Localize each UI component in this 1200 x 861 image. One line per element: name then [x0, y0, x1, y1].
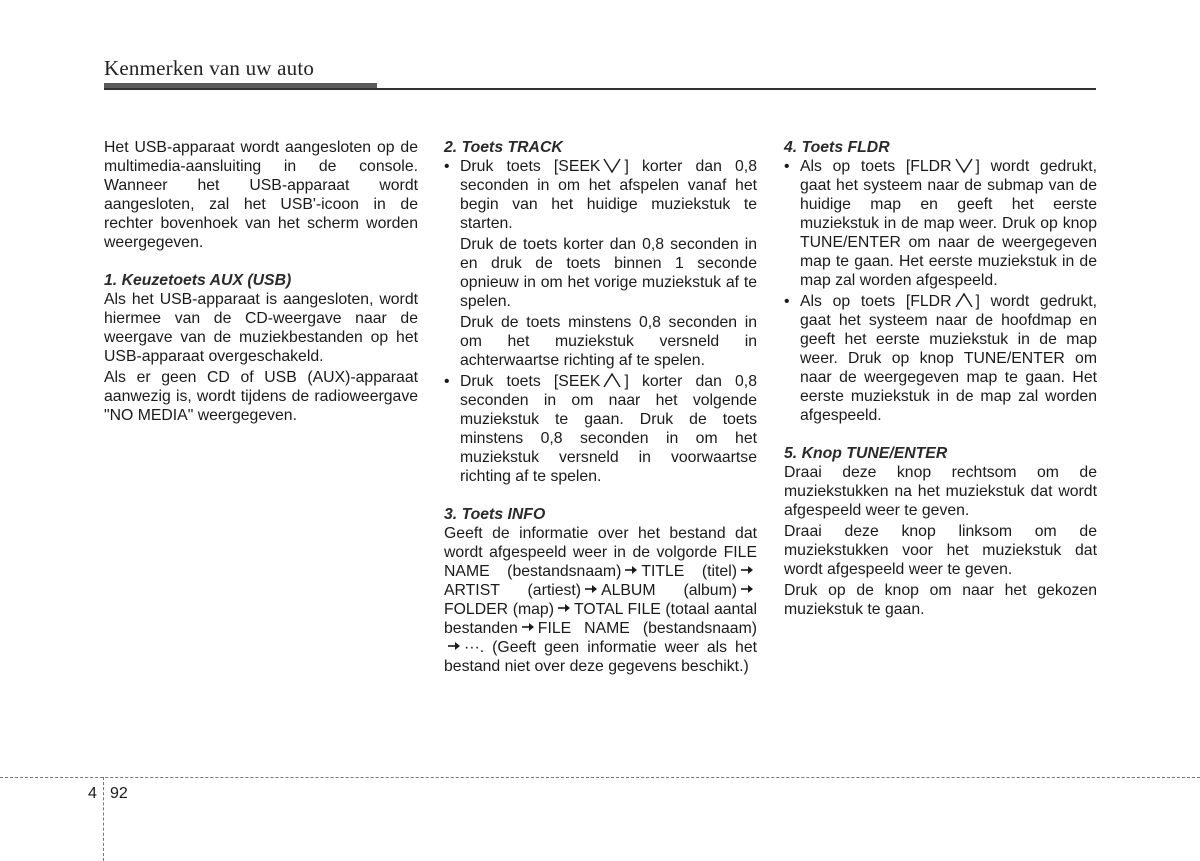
- info-text-2: TITLE (titel): [641, 563, 737, 580]
- fldr-b2-post: ] wordt gedrukt, gaat het systeem naar de hoofdmap en geeft het eerste muziekstuk in de map weer. Druk op knop TUNE/ENTER om naar de weergegeven map te gaan. Het eerste muziekstuk in de map zal worden afgespeeld.: [800, 293, 1097, 424]
- info-text-6: TOTAL FILE (totaal aantal bestanden: [444, 601, 757, 637]
- arrow-right-icon: [521, 622, 535, 632]
- column-2: [444, 138, 757, 676]
- usb-intro-paragraph: Het USB-apparaat wordt aangesloten op de multimedia-aansluiting in de console. Wanneer het USB-apparaat wordt aangesloten, zal het USB'-icoon in de rechter bovenhoek van het scherm worden weergegeven.: [104, 139, 418, 251]
- track-b1-pre: Druk toets [SEEK: [460, 158, 601, 175]
- header-rule: [104, 88, 1096, 90]
- footer-dashed-rule: [0, 777, 1200, 778]
- info-text-8: ···. (Geeft geen informatie weer als het bestand niet over deze gegevens beschikt.): [444, 639, 757, 675]
- column-3: [784, 138, 1097, 619]
- section-2-heading: 2. Toets TRACK: [444, 139, 563, 156]
- section-1-heading: 1. Keuzetoets AUX (USB): [104, 272, 292, 289]
- section-1-paragraph-1: Als het USB-apparaat is aangesloten, wordt hiermee van de CD-weergave naar de weergave van de muziekbestanden op het USB-apparaat overgeschakeld.: [104, 291, 418, 365]
- track-b1-post: ] korter dan 0,8 seconden in om het afspelen vanaf het begin van het huidige muziekstuk te starten.: [460, 158, 757, 232]
- chapter-number: 4: [88, 785, 97, 802]
- track-b1-paragraph-3: Druk de toets minstens 0,8 seconden in om het muziekstuk versneld in achterwaartse richting af te spelen.: [460, 314, 757, 369]
- arrow-right-icon: [447, 641, 461, 651]
- info-text-1: Geeft de informatie over het bestand dat wordt afgespeeld weer in de volgorde FILE NAME (bestandsnaam): [444, 525, 757, 580]
- section-5-heading: 5. Knop TUNE/ENTER: [784, 445, 948, 462]
- track-b1-paragraph-2: Druk de toets korter dan 0,8 seconden in en druk de toets binnen 1 seconde opnieuw in om het vorige muziekstuk af te spelen.: [460, 236, 757, 310]
- arrow-right-icon: [557, 603, 571, 613]
- page-header-title: Kenmerken van uw auto: [104, 56, 315, 80]
- info-text-3: ARTIST (artiest): [444, 582, 582, 599]
- section-4-heading: 4. Toets FLDR: [784, 139, 890, 156]
- section-1-paragraph-2: Als er geen CD of USB (AUX)-apparaat aanwezig is, wordt tijdens de radioweergave "NO MEDIA" weergegeven.: [104, 369, 418, 424]
- seek-up-icon: [602, 372, 622, 389]
- fldr-bullet-2: [784, 292, 1097, 425]
- track-bullet-1: [444, 157, 757, 233]
- info-text-4: ALBUM (album): [601, 582, 737, 599]
- footer-dashed-divider: [103, 777, 104, 861]
- info-text-7: FILE NAME (bestandsnaam): [537, 620, 757, 637]
- arrow-right-icon: [624, 565, 638, 575]
- page-number: 92: [110, 785, 128, 802]
- info-text-5: FOLDER (map): [444, 601, 554, 618]
- track-b2-post: ] korter dan 0,8 seconden in om naar het volgende muziekstuk te gaan. Druk de toets minstens 0,8 seconden in om het muziekstuk versneld in voorwaartse richting af te spelen.: [460, 373, 757, 485]
- section-3-heading: 3. Toets INFO: [444, 506, 546, 523]
- folder-down-icon: [954, 157, 974, 174]
- folder-up-icon: [954, 292, 974, 309]
- column-1: [104, 138, 418, 425]
- fldr-b1-post: ] wordt gedrukt, gaat het systeem naar de submap van de huidige map en geeft het eerste muziekstuk in de map weer. Druk op knop TUNE/ENTER om naar de weergegeven map te gaan. Het eerste muziekstuk in de map zal worden afgespeeld.: [800, 158, 1097, 289]
- arrow-right-icon: [584, 584, 598, 594]
- track-b2-pre: Druk toets [SEEK: [460, 373, 601, 390]
- arrow-right-icon: [740, 584, 754, 594]
- info-paragraph: [444, 524, 757, 676]
- fldr-b2-pre: Als op toets [FLDR: [800, 293, 952, 310]
- section-5-paragraph-1: Draai deze knop rechtsom om de muziekstukken na het muziekstuk dat wordt afgespeeld weer te geven.: [784, 464, 1097, 519]
- seek-down-icon: [602, 157, 622, 174]
- section-5-paragraph-2: Draai deze knop linksom om de muziekstukken voor het muziekstuk dat wordt afgespeeld weer te geven.: [784, 523, 1097, 578]
- fldr-b1-pre: Als op toets [FLDR: [800, 158, 952, 175]
- section-5-paragraph-3: Druk op de knop om naar het gekozen muziekstuk te gaan.: [784, 582, 1097, 618]
- track-bullet-2: [444, 372, 757, 486]
- fldr-bullet-1: [784, 157, 1097, 290]
- arrow-right-icon: [740, 565, 754, 575]
